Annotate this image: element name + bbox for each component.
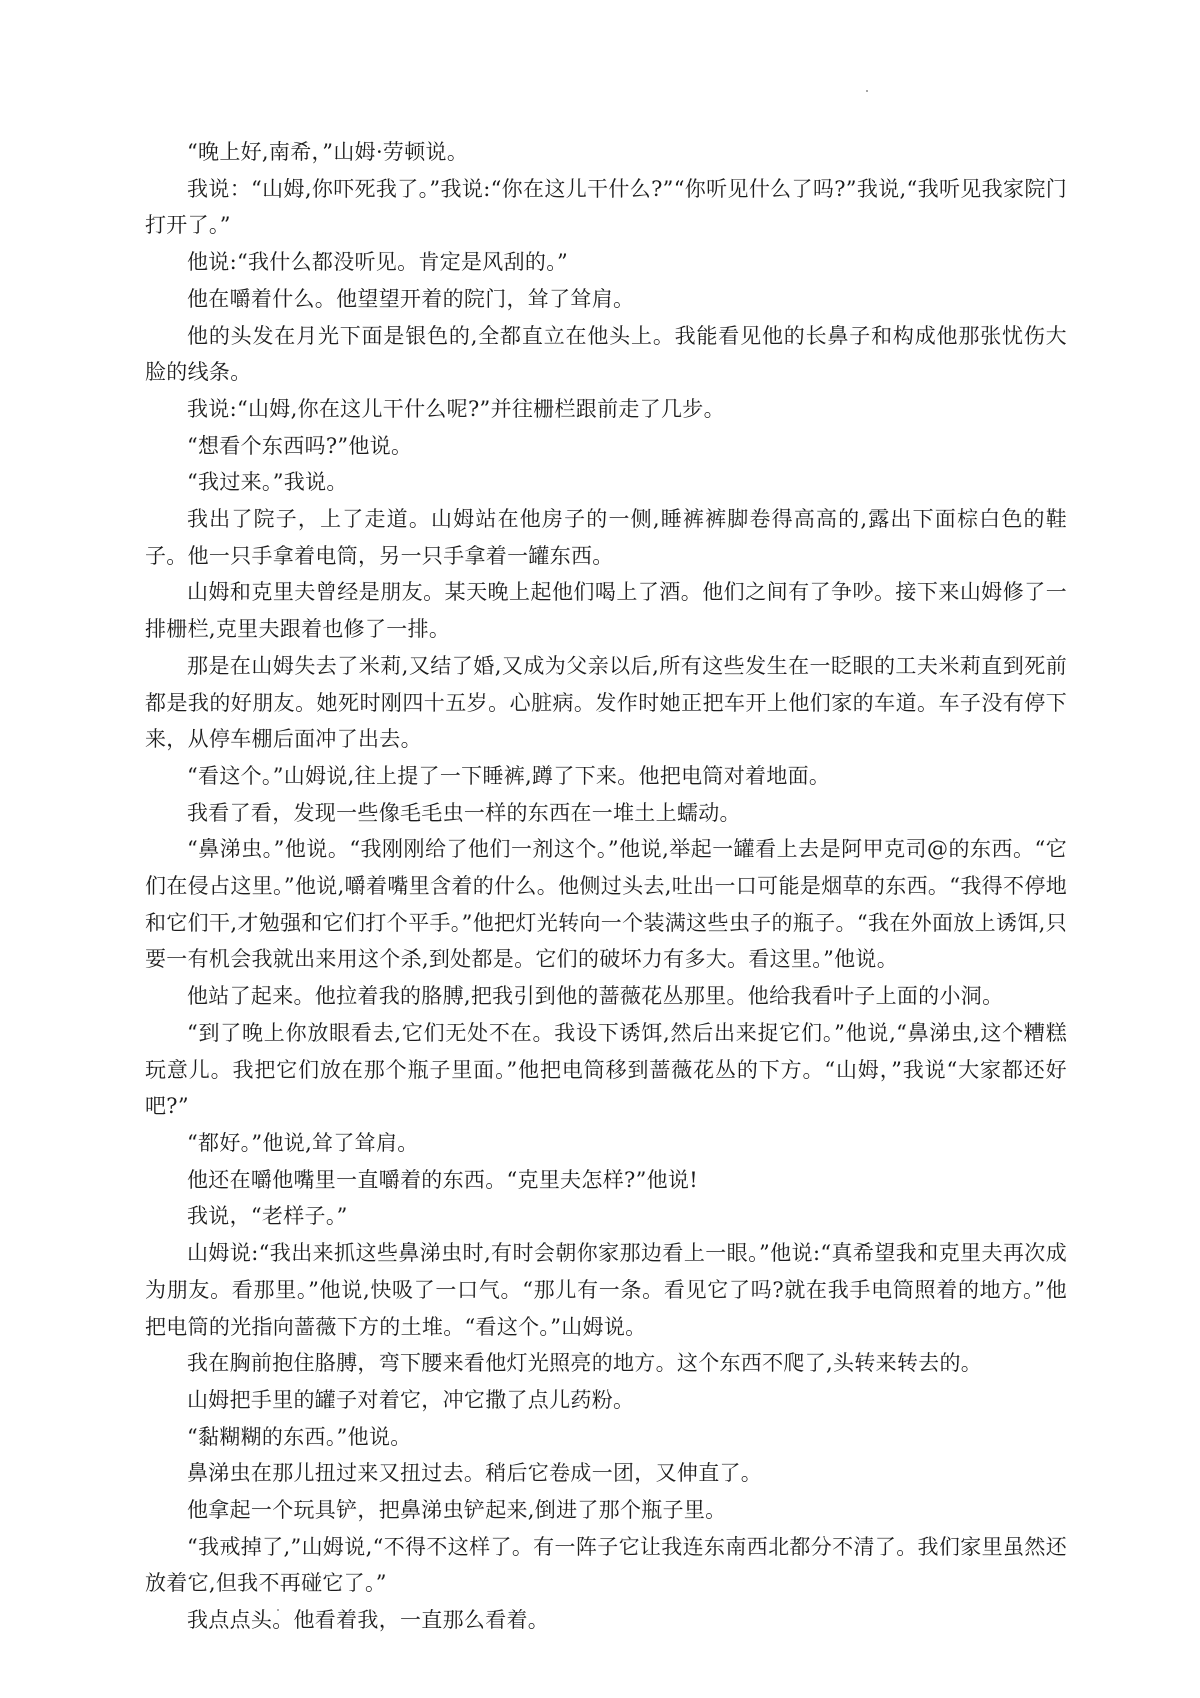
paragraph: 我在胸前抱住胳膊，弯下腰来看他灯光照亮的地方。这个东西不爬了,头转来转去的。 [187,1351,983,1376]
paragraph: 我出了院子，上了走道。山姆站在他房子的一侧,睡裤裤脚卷得高高的,露出下面棕白色的鞋子。他一只手拿着电筒，另一只手拿着一罐东西。 [145,507,1067,568]
paragraph: “我过来。”我说。 [187,470,348,495]
paragraph: “鼻涕虫。”他说。“我刚刚给了他们一剂这个。”他说,举起一罐看上去是阿甲克司@的东西。“它们在侵占这里。”他说,嚼着嘴里含着的什么。他侧过头去,吐出一口可能是烟草的东西。“我得不停地和它们干,才勉强和它们打个平手。”他把灯光转向一个装满这些虫子的瓶子。“我在外面放上诱饵,只要一有机会我就出来用这个杀,到处都是。它们的破坏力有多大。看这里。”他说。 [145,837,1067,972]
paragraph: 山姆和克里夫曾经是朋友。某天晚上起他们喝上了酒。他们之间有了争吵。接下来山姆修了一排栅栏,克里夫跟着也修了一排。 [145,580,1067,642]
paragraph: 我看了看，发现一些像毛毛虫一样的东西在一堆土上蠕动。 [187,800,741,825]
paragraph: “都好。”他说,耸了耸肩。 [187,1130,419,1155]
paragraph: 我说：“山姆,你吓死我了。”我说:“你在这儿干什么?”“你听见什么了吗?”我说,“我听见我家院门打开了。” [145,176,1067,238]
paragraph: “晚上好,南希，”山姆·劳顿说。 [187,140,469,164]
paragraph: 我点点头。他看着我，一直那么看着。 [187,1608,550,1633]
paragraph: 鼻涕虫在那儿扭过来又扭过去。稍后它卷成一团，又伸直了。 [187,1461,763,1486]
paragraph: 他还在嚼他嘴里一直嚼着的东西。“克里夫怎样?”他说! [187,1167,698,1192]
paragraph: “到了晚上你放眼看去,它们无处不在。我设下诱饵,然后出来捉它们。”他说,“鼻涕虫,这个糟糕玩意儿。我把它们放在那个瓶子里面。”他把电筒移到蔷薇花丛的下方。“山姆，”我说“大家都还好吧?” [145,1020,1067,1119]
paragraph: “黏糊糊的东西。”他说。 [187,1424,412,1449]
paragraph: 山姆说:“我出来抓这些鼻涕虫时,有时会朝你家那边看上一眼。”他说:“真希望我和克里夫再次成为朋友。看那里。”他说,快吸了一口气。“那儿有一条。看见它了吗?就在我手电筒照着的地方。”他把电筒的光指向蔷薇下方的土堆。“看这个。”山姆说。 [145,1241,1067,1339]
paragraph: 他拿起一个玩具铲，把鼻涕虫铲起来,倒进了那个瓶子里。 [187,1498,727,1523]
document-body [145,134,1067,1639]
paragraph: 他站了起来。他拉着我的胳膊,把我引到他的蔷薇花丛那里。他给我看叶子上面的小洞。 [187,984,1004,1009]
scan-speck-top [866,90,868,92]
paragraph: “想看个东西吗?”他说。 [187,433,413,458]
paragraph: 我说:“山姆,你在这儿干什么呢?”并往栅栏跟前走了几步。 [187,396,725,421]
paragraph: 山姆把手里的罐子对着它，冲它撒了点儿药粉。 [187,1387,635,1412]
paragraph: 他的头发在月光下面是银色的,全都直立在他头上。我能看见他的长鼻子和构成他那张忧伤大脸的线条。 [145,323,1067,385]
paragraph: “看这个。”山姆说,往上提了一下睡裤,蹲了下来。他把电筒对着地面。 [187,763,831,788]
paragraph: 我说，“老样子。” [187,1204,348,1229]
paragraph: 那是在山姆失去了米莉,又结了婚,又成为父亲以后,所有这些发生在一眨眼的工夫米莉直到死前都是我的好朋友。她死时刚四十五岁。心脏病。发作时她正把车开上他们家的车道。车子没有停下来，从停车棚后面冲了出去。 [145,653,1067,752]
paragraph: “我戒掉了,”山姆说,“不得不这样了。有一阵子它让我连东南西北都分不清了。我们家里虽然还放着它,但我不再碰它了。” [145,1534,1067,1596]
paragraph: 他说:“我什么都没听见。肯定是风刮的。” [187,250,569,275]
paragraph: 他在嚼着什么。他望望开着的院门，耸了耸肩。 [187,286,635,311]
